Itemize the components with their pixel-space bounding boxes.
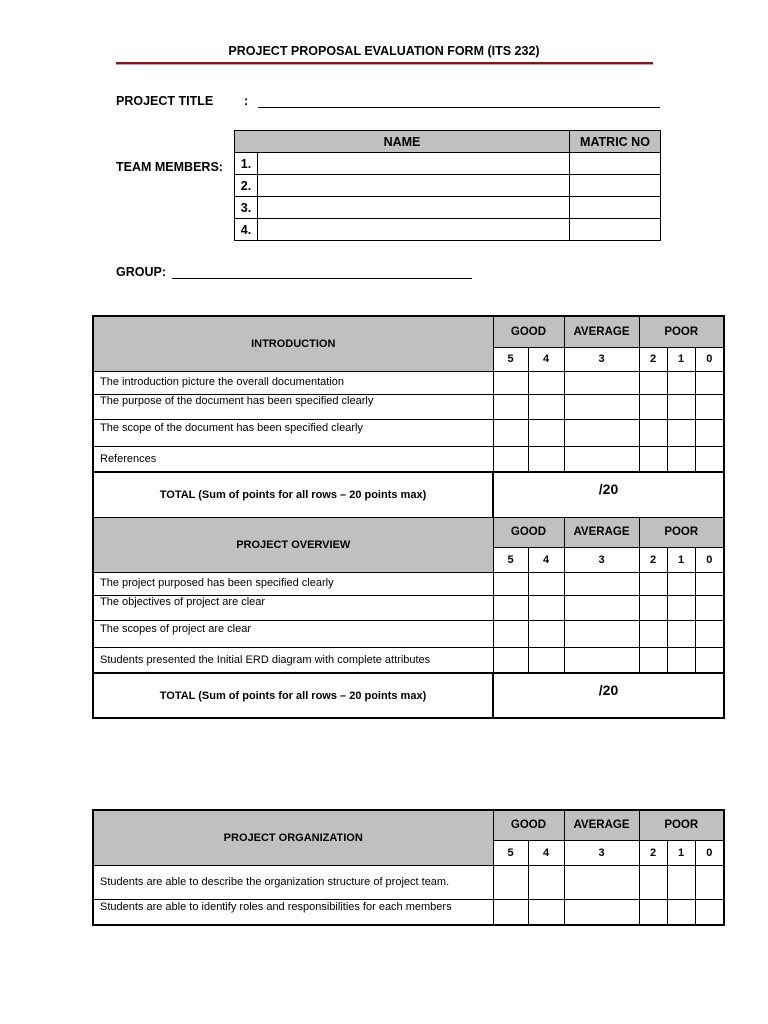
member-row bbox=[235, 197, 661, 219]
score-label: 5 bbox=[493, 840, 528, 865]
group-label: GROUP: bbox=[116, 265, 166, 279]
total-label: TOTAL (Sum of points for all rows – 20 points max) bbox=[93, 472, 493, 517]
form-title: PROJECT PROPOSAL EVALUATION FORM (ITS 232) bbox=[228, 44, 540, 58]
score-cell[interactable] bbox=[528, 394, 564, 419]
criteria-row bbox=[93, 647, 724, 673]
section-header-project-overview: PROJECT OVERVIEW bbox=[93, 517, 493, 572]
score-cell[interactable] bbox=[493, 595, 528, 620]
name-header: NAME bbox=[235, 131, 570, 153]
score-cell[interactable] bbox=[695, 394, 724, 419]
score-label: 0 bbox=[695, 840, 724, 865]
score-cell[interactable] bbox=[493, 572, 528, 595]
score-cell[interactable] bbox=[493, 371, 528, 394]
score-cell[interactable] bbox=[528, 865, 564, 899]
criterion-text: Students are able to identify roles and responsibilities for each members bbox=[93, 899, 493, 925]
score-label: 2 bbox=[639, 547, 667, 572]
good-header: GOOD bbox=[493, 316, 564, 347]
total-value[interactable]: /20 bbox=[493, 472, 724, 517]
score-label: 1 bbox=[667, 347, 695, 371]
poor-header: POOR bbox=[639, 810, 724, 840]
score-cell[interactable] bbox=[639, 446, 667, 472]
member-name-field[interactable] bbox=[258, 219, 570, 241]
section-header-project-organization: PROJECT ORGANIZATION bbox=[93, 810, 493, 865]
poor-header: POOR bbox=[639, 517, 724, 547]
score-cell[interactable] bbox=[528, 620, 564, 647]
member-number: 2. bbox=[235, 175, 258, 197]
matric-header: MATRIC NO bbox=[569, 131, 660, 153]
score-cell[interactable] bbox=[639, 394, 667, 419]
criteria-row bbox=[93, 595, 724, 620]
member-name-field[interactable] bbox=[258, 153, 570, 175]
total-label: TOTAL (Sum of points for all rows – 20 points max) bbox=[93, 673, 493, 718]
score-cell[interactable] bbox=[667, 446, 695, 472]
project-title-field[interactable] bbox=[258, 107, 660, 108]
score-cell[interactable] bbox=[667, 394, 695, 419]
member-matric-field[interactable] bbox=[569, 219, 660, 241]
score-cell[interactable] bbox=[528, 446, 564, 472]
poor-header: POOR bbox=[639, 316, 724, 347]
score-cell[interactable] bbox=[564, 647, 639, 673]
score-cell[interactable] bbox=[639, 899, 667, 925]
score-cell[interactable] bbox=[695, 419, 724, 446]
score-cell[interactable] bbox=[564, 865, 639, 899]
project-title-colon: : bbox=[244, 94, 249, 108]
score-cell[interactable] bbox=[493, 620, 528, 647]
score-label: 3 bbox=[564, 347, 639, 371]
evaluation-table-2 bbox=[92, 809, 725, 926]
score-cell[interactable] bbox=[493, 647, 528, 673]
score-cell[interactable] bbox=[667, 572, 695, 595]
score-cell[interactable] bbox=[564, 595, 639, 620]
score-cell[interactable] bbox=[639, 419, 667, 446]
score-cell[interactable] bbox=[695, 647, 724, 673]
score-cell[interactable] bbox=[639, 371, 667, 394]
average-header: AVERAGE bbox=[564, 517, 639, 547]
score-cell[interactable] bbox=[695, 595, 724, 620]
score-cell[interactable] bbox=[695, 446, 724, 472]
criterion-text: Students presented the Initial ERD diagram with complete attributes bbox=[93, 647, 493, 673]
score-cell[interactable] bbox=[493, 394, 528, 419]
criteria-row bbox=[93, 419, 724, 446]
score-cell[interactable] bbox=[639, 865, 667, 899]
score-label: 4 bbox=[528, 840, 564, 865]
score-label: 0 bbox=[695, 547, 724, 572]
score-cell[interactable] bbox=[639, 647, 667, 673]
average-header: AVERAGE bbox=[564, 316, 639, 347]
score-cell[interactable] bbox=[493, 865, 528, 899]
criterion-text: The scope of the document has been specified clearly bbox=[93, 419, 493, 446]
score-cell[interactable] bbox=[695, 899, 724, 925]
team-members-label: TEAM MEMBERS: bbox=[116, 160, 223, 174]
score-cell[interactable] bbox=[528, 595, 564, 620]
score-label: 5 bbox=[493, 547, 528, 572]
member-number: 1. bbox=[235, 153, 258, 175]
score-cell[interactable] bbox=[667, 419, 695, 446]
score-cell[interactable] bbox=[695, 572, 724, 595]
score-label: 3 bbox=[564, 840, 639, 865]
score-cell[interactable] bbox=[528, 419, 564, 446]
score-label: 0 bbox=[695, 347, 724, 371]
score-cell[interactable] bbox=[528, 371, 564, 394]
section-header-introduction: INTRODUCTION bbox=[93, 316, 493, 371]
score-cell[interactable] bbox=[667, 865, 695, 899]
criterion-text: References bbox=[93, 446, 493, 472]
criterion-text: The purpose of the document has been specified clearly bbox=[93, 394, 493, 419]
criteria-row bbox=[93, 394, 724, 419]
member-matric-field[interactable] bbox=[569, 197, 660, 219]
member-matric-field[interactable] bbox=[569, 175, 660, 197]
criteria-row bbox=[93, 865, 724, 899]
criteria-row bbox=[93, 572, 724, 595]
criteria-row bbox=[93, 620, 724, 647]
title-divider bbox=[116, 62, 653, 65]
score-cell[interactable] bbox=[528, 572, 564, 595]
criterion-text: The objectives of project are clear bbox=[93, 595, 493, 620]
member-matric-field[interactable] bbox=[569, 153, 660, 175]
good-header: GOOD bbox=[493, 517, 564, 547]
criterion-text: The scopes of project are clear bbox=[93, 620, 493, 647]
score-cell[interactable] bbox=[667, 595, 695, 620]
score-label: 3 bbox=[564, 547, 639, 572]
project-title-label: PROJECT TITLE bbox=[116, 94, 214, 108]
score-label: 1 bbox=[667, 547, 695, 572]
good-header: GOOD bbox=[493, 810, 564, 840]
score-cell[interactable] bbox=[667, 371, 695, 394]
score-cell[interactable] bbox=[639, 595, 667, 620]
score-label: 2 bbox=[639, 347, 667, 371]
score-cell[interactable] bbox=[528, 899, 564, 925]
score-cell[interactable] bbox=[528, 647, 564, 673]
criteria-row bbox=[93, 371, 724, 394]
score-label: 2 bbox=[639, 840, 667, 865]
score-cell[interactable] bbox=[564, 572, 639, 595]
member-row bbox=[235, 219, 661, 241]
criteria-row bbox=[93, 899, 724, 925]
member-name-field[interactable] bbox=[258, 197, 570, 219]
average-header: AVERAGE bbox=[564, 810, 639, 840]
total-row bbox=[93, 673, 724, 718]
criteria-row bbox=[93, 446, 724, 472]
score-cell[interactable] bbox=[667, 899, 695, 925]
score-cell[interactable] bbox=[639, 572, 667, 595]
score-label: 1 bbox=[667, 840, 695, 865]
total-value[interactable]: /20 bbox=[493, 673, 724, 718]
score-cell[interactable] bbox=[564, 446, 639, 472]
score-cell[interactable] bbox=[493, 419, 528, 446]
score-label: 5 bbox=[493, 347, 528, 371]
member-name-field[interactable] bbox=[258, 175, 570, 197]
score-cell[interactable] bbox=[564, 419, 639, 446]
criterion-text: The introduction picture the overall documentation bbox=[93, 371, 493, 394]
score-cell[interactable] bbox=[564, 620, 639, 647]
score-cell[interactable] bbox=[695, 620, 724, 647]
members-table bbox=[234, 130, 661, 241]
criterion-text: Students are able to describe the organization structure of project team. bbox=[93, 865, 493, 899]
group-field[interactable] bbox=[172, 278, 472, 279]
member-number: 3. bbox=[235, 197, 258, 219]
score-label: 4 bbox=[528, 547, 564, 572]
score-cell[interactable] bbox=[639, 620, 667, 647]
member-row bbox=[235, 153, 661, 175]
evaluation-table-1 bbox=[92, 315, 725, 719]
score-cell[interactable] bbox=[564, 371, 639, 394]
score-cell[interactable] bbox=[564, 394, 639, 419]
total-row bbox=[93, 472, 724, 517]
score-cell[interactable] bbox=[493, 446, 528, 472]
member-number: 4. bbox=[235, 219, 258, 241]
member-row bbox=[235, 175, 661, 197]
score-cell[interactable] bbox=[564, 899, 639, 925]
score-cell[interactable] bbox=[667, 620, 695, 647]
score-label: 4 bbox=[528, 347, 564, 371]
score-cell[interactable] bbox=[667, 647, 695, 673]
score-cell[interactable] bbox=[695, 371, 724, 394]
criterion-text: The project purposed has been specified clearly bbox=[93, 572, 493, 595]
score-cell[interactable] bbox=[493, 899, 528, 925]
score-cell[interactable] bbox=[695, 865, 724, 899]
